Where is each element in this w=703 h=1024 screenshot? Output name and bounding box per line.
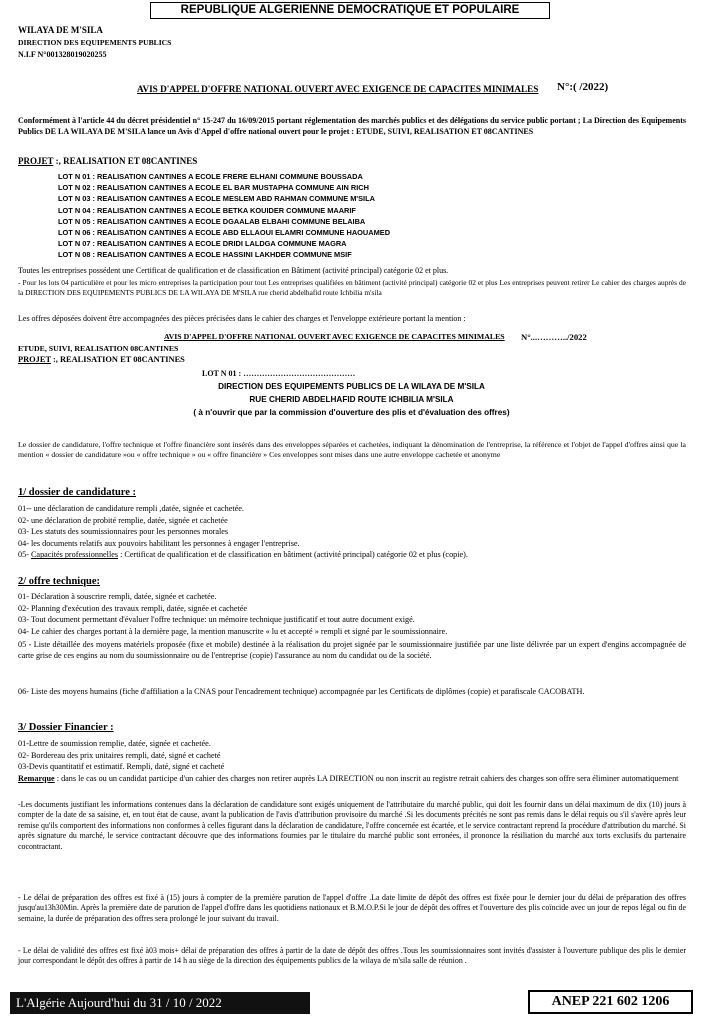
item5-rest: : Certificat de qualification et de classification en bâtiment (activité principal) catégorie 02 et plus (copie).: [118, 550, 468, 560]
remarque-block: [18, 774, 686, 785]
condition-lots: - Pour les lots 04 particulière et pour les micro entreprises la participation pour tout Les entreprises qualifiées en bâtiment (activité principal) catégorie 02 et plus Les entreprises peuvent retirer Le cahier des charges auprès de la DIRECTION DES EQUIPEMENTS PUBLICS DE LA WILAYA DE M'SILA rue cherid abdelhafid route Ichbilia m'sila: [18, 278, 686, 297]
newspaper-source: L'Algérie Aujourd'hui du 31 / 10 / 2022: [10, 992, 310, 1014]
lot-item: LOT N 07 : REALISATION CANTINES A ECOLE DRIDI LALDGA COMMUNE MAGRA: [58, 239, 347, 249]
section-technique-list: [18, 591, 686, 637]
lot-item: LOT N 03 : REALISATION CANTINES A ECOLE MESLEM ABD RAHMAN COMMUNE M'SILA: [58, 194, 375, 204]
avis2-lot-line: LOT N 01 : ……………………………………: [202, 369, 356, 378]
technique-item-5: 05 - Liste détaillée des moyens matériels proposée (fixe et mobile) destinée à la réalisation du projet signée par le soumissionnaire justifiée par une liste délivrée par un expert d'engins accompagnée de carte grise de ces engins au nom du soumissionnaire ou de l'entreprise (copie) l'assurance au nom du candidat ou de la société.: [18, 640, 686, 661]
list-item: 03- Les statuts des soumissionnaires pour les personnes morales: [18, 527, 229, 537]
list-item: 01-Lettre de soumission remplie, datée, signée et cachetée.: [18, 739, 211, 748]
item5-prefix: 05-: [18, 550, 31, 560]
republic-header: REPUBLIQUE ALGERIENNE DEMOCRATIQUE ET POPULAIRE: [150, 2, 550, 19]
list-item: 04- Le cahier des charges portant à la dernière page, la mention manuscrite « lu et accepté » rempli et signé par le soumissionnaire.: [18, 626, 448, 636]
avis-number: N°:( /2022): [557, 81, 609, 93]
section-technique-title: 2/ offre technique:: [18, 576, 101, 587]
condition-offres: Les offres déposées doivent être accompagnées des pièces précisées dans le cahier des charges et l'enveloppe extérieure portant la mention :: [18, 314, 466, 323]
capacites-label: Capacités professionnelles: [30, 550, 119, 560]
condition-qualification: Toutes les entreprises possédent une Certificat de qualification et de classification en Bâtiment (activité principal) catégorie 02 et plus.: [18, 266, 449, 275]
projet2-label: PROJET: [18, 355, 51, 364]
technique-item-6: 06- Liste des moyens humains (fiche d'affiliation a la CNAS pour l'encadrement technique) accompagnée par les Certificats de diplômes (copie) et parafiscale CACOBATH.: [18, 687, 585, 696]
list-item: 01-- une déclaration de candidature rempli ,datée, signée et cachetée.: [18, 504, 244, 513]
list-item: 02- Planning d'exécution des travaux rempli, datée, signée et cachetée: [18, 603, 248, 613]
avis-title: AVIS D'APPEL D'OFFRE NATIONAL OUVERT AVEC EXIGENCE DE CAPACITES MINIMALES: [137, 84, 539, 94]
avis2-title: AVIS D'APPEL D'OFFRE NATIONAL OUVERT AVEC EXIGENCE DE CAPACITES MINIMALES: [164, 332, 505, 341]
lot-item: LOT N 06 : REALISATION CANTINES A ECOLE ABD ELLAOUI ELAMRI COMMUNE HAOUAMED: [58, 227, 391, 237]
list-item: 01- Déclaration à souscrire rempli, datée, signée et cachetée.: [18, 592, 217, 601]
paragraph-delai-preparation: - Le délai de préparation des offres est fixé à (15) jours à compter de la première parution de l'appel d'offre .La date limite de dépôt des offres est fixée pour le dernier jour du délai de préparation des offres jusqu'au13h30Min. Après la première date de parution de l'appel d'offre dans les quotidiens nationaux et B.M.O.P.Si le jour de dépôt des offres et l'ouverture des plis coïncide avec un jour de repos légal ou fin de semaine, la durée de préparation des offres sera prolongé le jour suivant du travail.: [18, 893, 686, 923]
avis-intro: Conformément à l'article 44 du décret présidentiel n° 15-247 du 16/09/2015 portant réglementation des marchés publics et des délégations du service public portant ; La Direction des Equipements Publics DE LA WILAYA DE M'SILA lance un Avis d'Appel d'offre national ouvert pour le projet : ETUDE, SUIVI, REALISATION ET 08CANTINES: [18, 116, 686, 136]
list-item: 04- les documents relatifs aux pouvoirs habilitant les personnes à engager l'entreprise.: [18, 538, 300, 548]
section-financier-list: [18, 738, 686, 773]
paragraph-documents: -Les documents justifiant les informations contenues dans la déclaration de candidature sont exigés uniquement de l'attributaire du marché public, qui doit les fournir dans un délai maximum de dix (10) jours à compter de la date de sa saisine, et, en tout état de cause, avant la publication de l'avis d'attribution provisoire du marché .Si les documents précités ne sont pas remis dans le délai requis ou s'il s'avère après leur remise qu'ils comportent des informations non conformes à celles figurant dans la déclaration de candidature, l'offre concernée est écartée, et le service contractant reprend la procédure d'attribution du marché. Si après signature du marché, le service contractant découvre que des informations fournies par le titulaire du marché public sont erronées, il prononce la résiliation du marché aux torts exclusifs du partenaire cocontractant.: [18, 800, 686, 851]
anep-reference: ANEP 221 602 1206: [528, 990, 693, 1014]
section-candidature-list: [18, 503, 686, 561]
list-item: 03- Tout document permettant d'évaluer l'offre technique: un mémoire technique justificatif et tout autre document exigé.: [18, 615, 415, 625]
section-candidature-title: 1/ dossier de candidature :: [18, 487, 137, 498]
lot-item: LOT N 04 : REALISATION CANTINES A ECOLE BETKA KOUIDER COMMUNE MAARIF: [58, 205, 356, 215]
projet2-value: :, REALISATION ET 08CANTINES: [52, 355, 185, 364]
remarque-text: : dans le cas ou un candidat participe d'un cahier des charges non retirer auprès LA DIRECTION ou non inscrit au registre retrait cahiers des charges son offre sera éliminer automatiquement: [54, 774, 679, 783]
lot-item: LOT N 01 : REALISATION CANTINES A ECOLE FRERE ELHANI COMMUNE BOUSSADA: [58, 172, 363, 181]
nif-line: N.I.F N°001328019020255: [18, 50, 107, 59]
dossier-intro: Le dossier de candidature, l'offre technique et l'offre financière sont insérés dans des enveloppes séparées et cachetées, indiquant la dénomination de l'entreprise, la référence et l'objet de l'appel d'offres ainsi que la mention « dossier de candidature »ou « offre technique » ou « offre financière » Ces enveloppes sont mises dans une autre enveloppe cachetée et anonyme: [18, 440, 686, 460]
projet-label: PROJET: [18, 156, 54, 166]
avis2-number: N°...………../2022: [521, 332, 587, 342]
address-line-2: RUE CHERID ABDELHAFID ROUTE ICHBILIA M'SILA: [249, 395, 454, 404]
lots-list: [58, 171, 390, 261]
section-financier-title: 3/ Dossier Financier :: [18, 722, 114, 733]
address-line-1: DIRECTION DES EQUIPEMENTS PUBLICS DE LA WILAYA DE M'SILA: [218, 382, 485, 391]
direction-line: DIRECTION DES EQUIPEMENTS PUBLICS: [18, 38, 172, 47]
list-item: 02- une déclaration de probité remplie, datée, signée et cachetée: [18, 515, 228, 525]
lot-item: LOT N 08 : REALISATION CANTINES A ECOLE HASSINI LAKHDER COMMUNE MSIF: [58, 250, 352, 260]
remarque-label: Remarque: [18, 774, 55, 783]
paragraph-delai-validite: - Le délai de validité des offres est fixé à03 mois+ délai de préparation des offres à partir de la date de dépôt des offres .Tous les soumissionnaires sont invités d'assister à l'ouverture publique des plis le dernier jour correspondant le dépôt des offres à partir de 14 h au siège de la direction des équipements publics de la wilaya de m'sila salle de réunion .: [18, 946, 686, 966]
projet-value: :, REALISATION ET 08CANTINES: [55, 156, 198, 166]
list-item: [18, 549, 686, 561]
lot-item: LOT N 05 : REALISATION CANTINES A ECOLE DGAALAB ELBAHI COMMUNE BELAIBA: [58, 216, 366, 226]
address-line-3: ( à n'ouvrir que par la commission d'ouverture des plis et d'évaluation des offres): [193, 408, 510, 417]
list-item: 02- Bordereau des prix unitaires rempli, daté, signé et cacheté: [18, 750, 221, 760]
list-item: 03-Devis quantitatif et estimatif. Rempli, daté, signé et cacheté: [18, 762, 225, 772]
avis2-etude: ETUDE, SUIVI, REALISATION 08CANTINES: [18, 344, 179, 353]
wilaya-line: WILAYA DE M'SILA: [18, 25, 103, 35]
lot-item: LOT N 02 : REALISATION CANTINES A ECOLE EL BAR MUSTAPHA COMMUNE AIN RICH: [58, 183, 369, 193]
